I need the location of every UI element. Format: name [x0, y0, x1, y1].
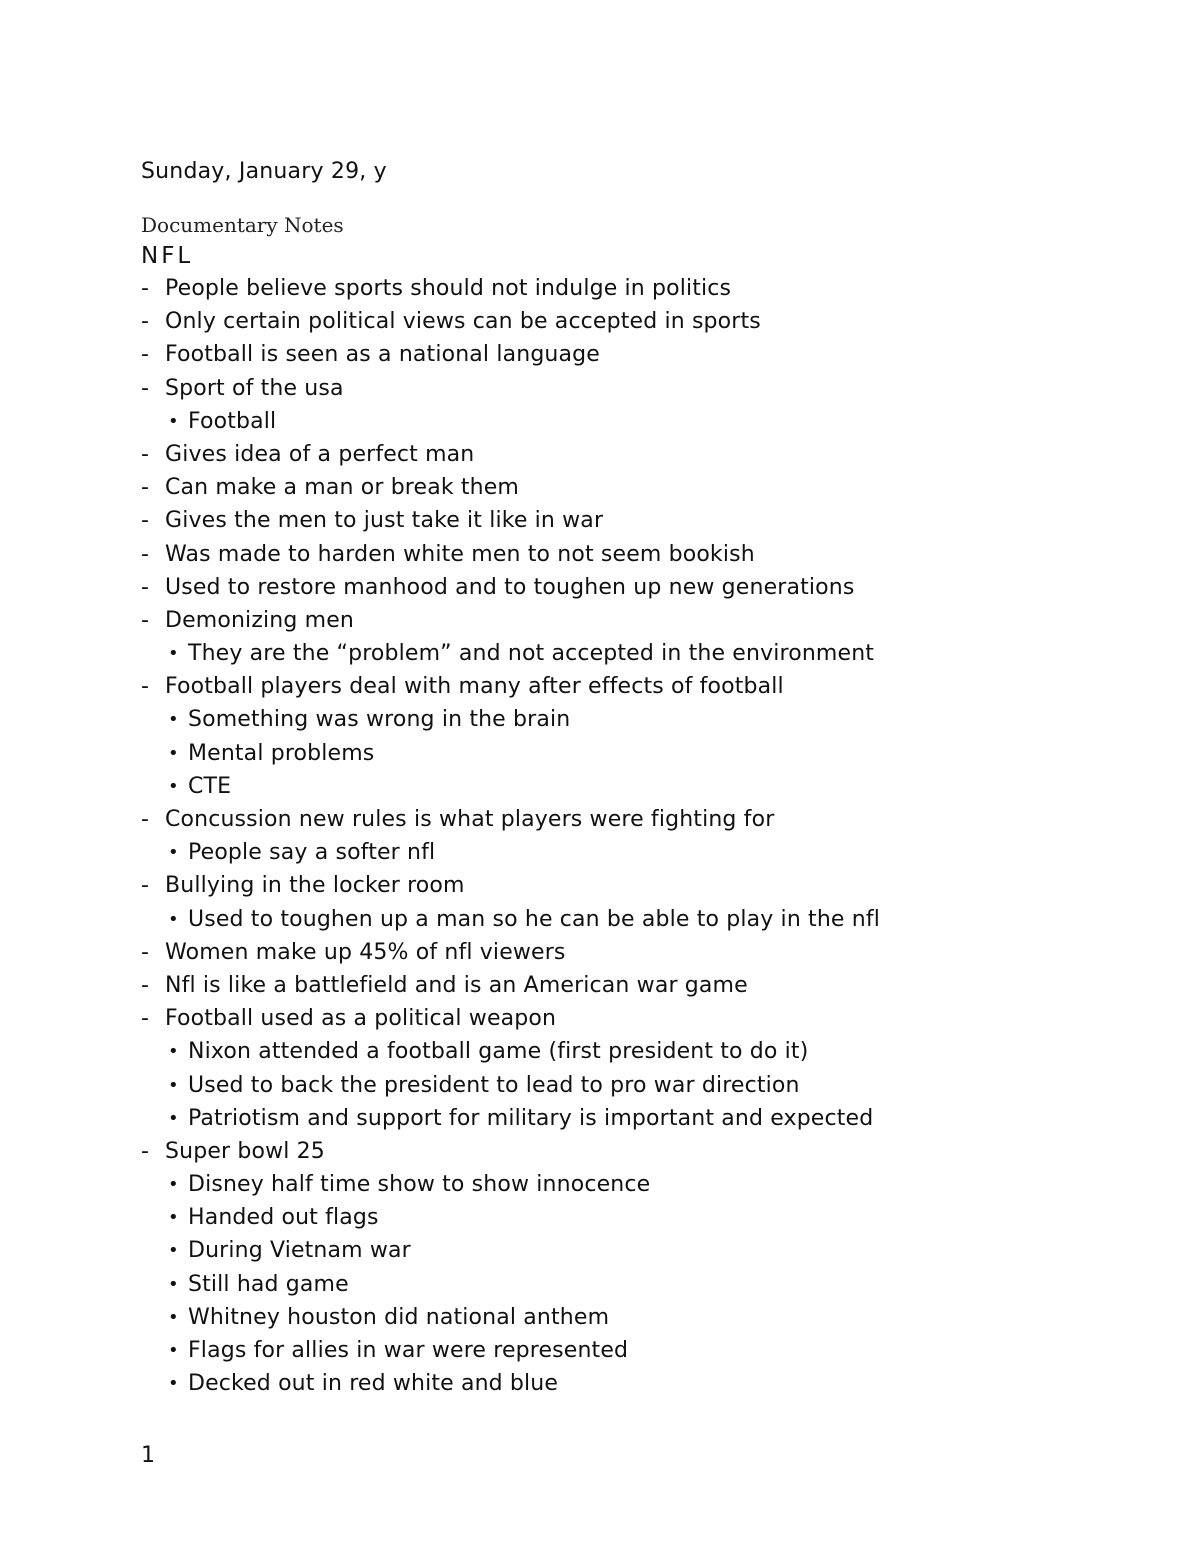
list-item-text: Mental problems [188, 740, 375, 766]
bullet-marker: • [168, 410, 179, 432]
sub-list-item [141, 1201, 1141, 1234]
list-item-text: Football [188, 408, 277, 434]
list-item [141, 471, 1141, 504]
dash-marker: - [141, 873, 150, 899]
list-item [141, 1135, 1141, 1168]
sub-list-item [141, 1069, 1141, 1102]
sub-list-item [141, 703, 1141, 736]
bullet-marker: • [168, 1041, 179, 1063]
bullet-marker: • [168, 775, 179, 797]
list-item-text: Used to back the president to lead to pro war direction [188, 1072, 800, 1098]
list-item-text: Gives the men to just take it like in war [165, 508, 604, 534]
bullet-marker: • [168, 1074, 179, 1096]
list-item [141, 936, 1141, 969]
list-item-text: During Vietnam war [188, 1238, 411, 1264]
list-item-text: Used to restore manhood and to toughen up new generations [165, 574, 855, 600]
dash-marker: - [141, 541, 150, 567]
bullet-marker: • [168, 1306, 179, 1328]
list-item-text: Football used as a political weapon [165, 1006, 557, 1032]
sub-list-item [141, 1102, 1141, 1135]
list-item-text: Concussion new rules is what players were fighting for [165, 807, 775, 832]
dash-marker: - [141, 1006, 150, 1032]
list-item-text: Something was wrong in the brain [188, 707, 571, 733]
bullet-marker: • [168, 1273, 179, 1295]
list-item-text: Whitney houston did national anthem [188, 1304, 610, 1330]
sub-list-item [141, 770, 1141, 803]
sub-list-item [141, 405, 1141, 438]
list-item [141, 803, 1141, 836]
list-item-text: Demonizing men [165, 607, 354, 633]
dash-marker: - [141, 607, 150, 633]
list-item-text: Football players deal with many after effects of football [165, 674, 784, 700]
sub-list-item [141, 637, 1141, 670]
list-item-text: Flags for allies in war were represented [188, 1338, 629, 1363]
list-item-text: Used to toughen up a man so he can be able to play in the nfl [188, 906, 880, 932]
list-item-text: Sport of the usa [165, 375, 344, 401]
dash-marker: - [141, 276, 150, 301]
bullet-marker: • [168, 1107, 179, 1129]
list-item [141, 504, 1141, 537]
sub-list-item [141, 1301, 1141, 1334]
sub-list-item [141, 1234, 1141, 1267]
list-item-text: Super bowl 25 [165, 1138, 325, 1164]
bullet-marker: • [168, 1340, 179, 1361]
list-item [141, 869, 1141, 902]
bullet-marker: • [168, 1207, 179, 1229]
dash-marker: - [141, 674, 150, 700]
bullet-marker: • [168, 643, 179, 665]
dash-marker: - [141, 475, 150, 501]
list-item [141, 604, 1141, 637]
list-item-text: Disney half time show to show innocence [188, 1172, 651, 1198]
list-item [141, 1002, 1141, 1035]
list-item-text: Gives idea of a perfect man [165, 441, 475, 467]
dash-marker: - [141, 574, 150, 600]
bullet-marker: • [168, 1373, 179, 1395]
sub-list-item [141, 1268, 1141, 1301]
document-subtitle: Documentary Notes [141, 213, 344, 237]
sub-list-item [141, 903, 1141, 936]
sub-list-item [141, 1334, 1141, 1367]
dash-marker: - [141, 1138, 150, 1164]
bullet-marker: • [168, 908, 179, 930]
bullet-marker: • [168, 842, 179, 864]
document-date: Sunday, January 29, y [141, 159, 387, 184]
dash-marker: - [141, 807, 150, 832]
dash-marker: - [141, 441, 150, 467]
dash-marker: - [141, 309, 150, 335]
list-item-text: People say a softer nfl [188, 840, 436, 866]
list-item-text: Was made to harden white men to not seem bookish [165, 541, 755, 567]
list-item-text: Women make up 45% of nfl viewers [165, 939, 566, 965]
list-item [141, 305, 1141, 338]
dash-marker: - [141, 342, 150, 368]
list-item [141, 438, 1141, 471]
list-item-text: Nfl is like a battlefield and is an American war game [165, 972, 748, 998]
sub-list-item [141, 836, 1141, 869]
list-item-text: Only certain political views can be accepted in sports [165, 309, 761, 335]
notes-list [141, 272, 1141, 1400]
section-heading: NFL [141, 243, 194, 269]
dash-marker: - [141, 508, 150, 534]
bullet-marker: • [168, 1174, 179, 1196]
bullet-marker: • [168, 709, 179, 731]
list-item [141, 969, 1141, 1002]
list-item [141, 670, 1141, 703]
list-item [141, 372, 1141, 405]
sub-list-item [141, 737, 1141, 770]
list-item [141, 571, 1141, 604]
list-item-text: Handed out flags [188, 1205, 379, 1231]
list-item-text: Still had game [188, 1271, 349, 1297]
list-item [141, 538, 1141, 571]
list-item-text: Football is seen as a national language [165, 342, 600, 368]
list-item-text: Nixon attended a football game (first president to do it) [188, 1039, 809, 1065]
bullet-marker: • [168, 1240, 179, 1262]
sub-list-item [141, 1035, 1141, 1068]
list-item [141, 272, 1141, 305]
list-item-text: People believe sports should not indulge in politics [165, 276, 732, 301]
dash-marker: - [141, 375, 150, 401]
list-item-text: CTE [188, 773, 232, 799]
list-item [141, 338, 1141, 371]
bullet-marker: • [168, 742, 179, 764]
dash-marker: - [141, 972, 150, 998]
list-item-text: Can make a man or break them [165, 475, 520, 501]
list-item-text: Bullying in the locker room [165, 873, 465, 899]
list-item-text: Decked out in red white and blue [188, 1371, 559, 1397]
list-item-text: They are the “problem” and not accepted in the environment [188, 641, 875, 667]
page-number: 1 [141, 1443, 155, 1468]
sub-list-item [141, 1367, 1141, 1400]
list-item-text: Patriotism and support for military is important and expected [188, 1105, 874, 1131]
dash-marker: - [141, 939, 150, 965]
sub-list-item [141, 1168, 1141, 1201]
